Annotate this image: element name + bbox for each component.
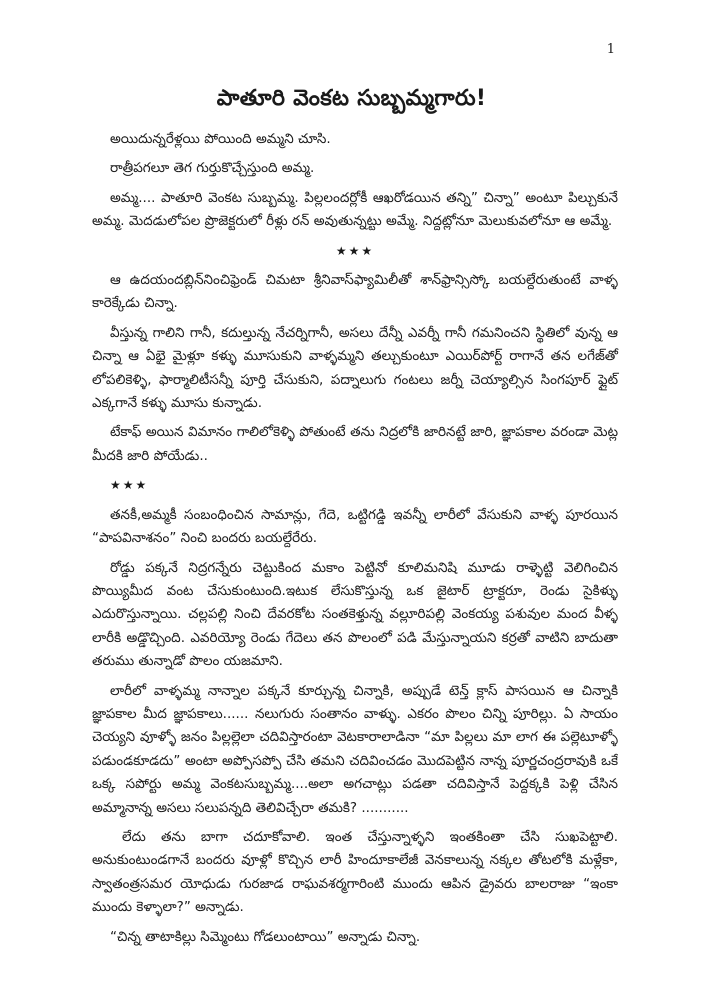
paragraph: లేదు తను బాగా చదూకోవాలి. ఇంత చేస్తున్నాళ్ళని ఇంతకింతా చేసి సుఖపెట్టాలి. అనుకుంటుండగానే బందరు వూళ్లో కొచ్చిన లారీ హిందూకాలేజీ వెనకాలున్న నక్కల తోటలోకి మళ్లేకా, స్వాతంత్రసమర యోధుడు గురజాడ రాఘవశర్మగారింటి ముందు ఆపిన డ్రైవరు బాలరాజు “ఇంకా ముందు కెళ్ళాలా?” అన్నాడు. <box>92 828 618 916</box>
paragraph: లారీలో వాళ్ళమ్మ నాన్నాల పక్కనే కూర్చున్న చిన్నాకి, అప్పుడే టెన్త్ క్లాస్ పాసయిన ఆ చిన్నాకి జ్ఞాపకాల మీద జ్ఞాపకాలు...... నలుగురు సంతానం వాళ్ళు. ఎకరం పొలం చిన్ని పూరిల్లు. ఏ సాయం చెయ్యని వూళ్ళో జనం పిల్లల్లెలా చదివిస్తారంటా వెటకారాలాడినా “మా పిల్లలు మా లాగ ఈ పల్లెటూళ్ళో పడుండకూడదు” అంటా అప్పోసప్పో చేసి తమని చదివించడం మొదపెట్టిన నాన్న పూర్ణచంద్రరావుకి ఒకే ఒక్క సపోర్టు అమ్మ వెంకటసుబ్బమ్మ....అలా అగచాట్లు పడతా చదివిస్తానే పెద్దక్కకి పెళ్లి చేసిన అమ్మానాన్న అసలు సలుపన్నది తెలివిచ్చేరా తమకి? ........... <box>92 682 618 816</box>
paragraph: తనకీ,అమ్మకీ సంబంధించిన సామాన్లు, గేదె, ఒట్టిగడ్డి ఇవన్నీ లారీలో వేసుకుని వాళ్ళ పూరయిన “పాపవినాశనం” నించి బందరు బయల్దేరేరు. <box>92 506 618 547</box>
paragraph: రాత్రీపగలూ తెగ గుర్తుకొచ్చేస్తుంది అమ్మ. <box>110 160 315 177</box>
paragraph: “చిన్న తాటాకిల్లు సిమ్మెంటు గోడలుంటాయి” అన్నాడు చిన్నా. <box>110 928 421 945</box>
paragraph: రోడ్డు పక్కనే నిద్రగన్నేరు చెట్టుకింద మకాం పెట్టినో కూలిమనిషి మూడు రాళ్ళెట్టి వెలిగించిన పొయ్యిమీద వంట చేసుకుంటుంది.ఇటుక లేసుకొస్తున్న ఒక జైటార్ ట్రాక్టరూ, రెండు సైకిళ్ళు ఎదురొస్తున్నాయి. చల్లపల్లి నించి దేవరకోట సంతకెళ్తున్న వల్లూరిపల్లి వెంకయ్య పశువుల మంద వీళ్ళ లారీకి అడ్డొచ్చింది. ఎవరియ్యో రెండు గేదెలు తన పొలంలో పడి మేస్తున్నాయని కర్రతో వాటిని బాదుతా తరుము తున్నాడో పొలం యజమాని. <box>92 559 618 670</box>
section-separator: ★★★ <box>335 243 375 258</box>
paragraph: అయిదున్నరేళ్లయి పోయింది అమ్మని చూసి. <box>110 131 331 147</box>
page-title: పాతూరి వెంకట సుబ్బమ్మగారు! <box>216 86 487 111</box>
paragraph: ఆ ఉదయందబ్లిన్‌నించిఫ్రెండ్ చిమటా శ్రీనివాస్‌ఫ్యామిలీతో శాన్‌ఫ్రాన్సిస్కో బయల్దేరుతుంటే వాళ్ళ కారెక్కేడు చిన్నా. <box>92 272 618 312</box>
paragraph: టేకాఫ్ అయిన విమానం గాలిలోకెళ్ళి పోతుంటే తను నిద్రలోకి జారినట్టే జారి, జ్ఞాపకాల వరండా మెట్ల మీదకి జారి పోయేడు.. <box>92 424 618 464</box>
document-body <box>92 128 618 955</box>
paragraph: వీస్తున్న గాలిని గానీ, కదుల్తున్న నేచర్నిగానీ, అసలు దేన్నీ ఎవర్నీ గానీ గమనించని స్థితిలో వున్న ఆ చిన్నా ఆ ఏభై మైళ్లూ కళ్ళు మూసుకుని వాళ్ళమ్మని తల్చుకుంటూ ఎయిర్‌పోర్ట్ రాగానే తన లగేజ్‌తో లోపలికెళ్ళి, ఫార్మాలిటీసన్నీ పూర్తి చేసుకుని, పద్నాలుగు గంటలు జర్నీ చెయ్యాల్సిన సింగపూర్ ఫ్లైట్ ఎక్కగానే కళ్ళు మూసు కున్నాడు. <box>92 324 618 412</box>
page-number: 1 <box>606 42 615 57</box>
paragraph: అమ్మ.... పాతూరి వెంకట సుబ్బమ్మ. పిల్లలందర్లోకీ ఆఖరోడయిన తన్ని” చిన్నా” అంటూ పిల్చుకునే అమ్మ. మెదడులోపల ప్రొజెక్టరులో రీళ్లు రన్ అవుతున్నట్టు అమ్మే. నిద్దట్లోనూ మెలుకువలోనూ ఆ అమ్మే. <box>92 189 618 230</box>
section-separator: ★★★ <box>110 478 149 493</box>
